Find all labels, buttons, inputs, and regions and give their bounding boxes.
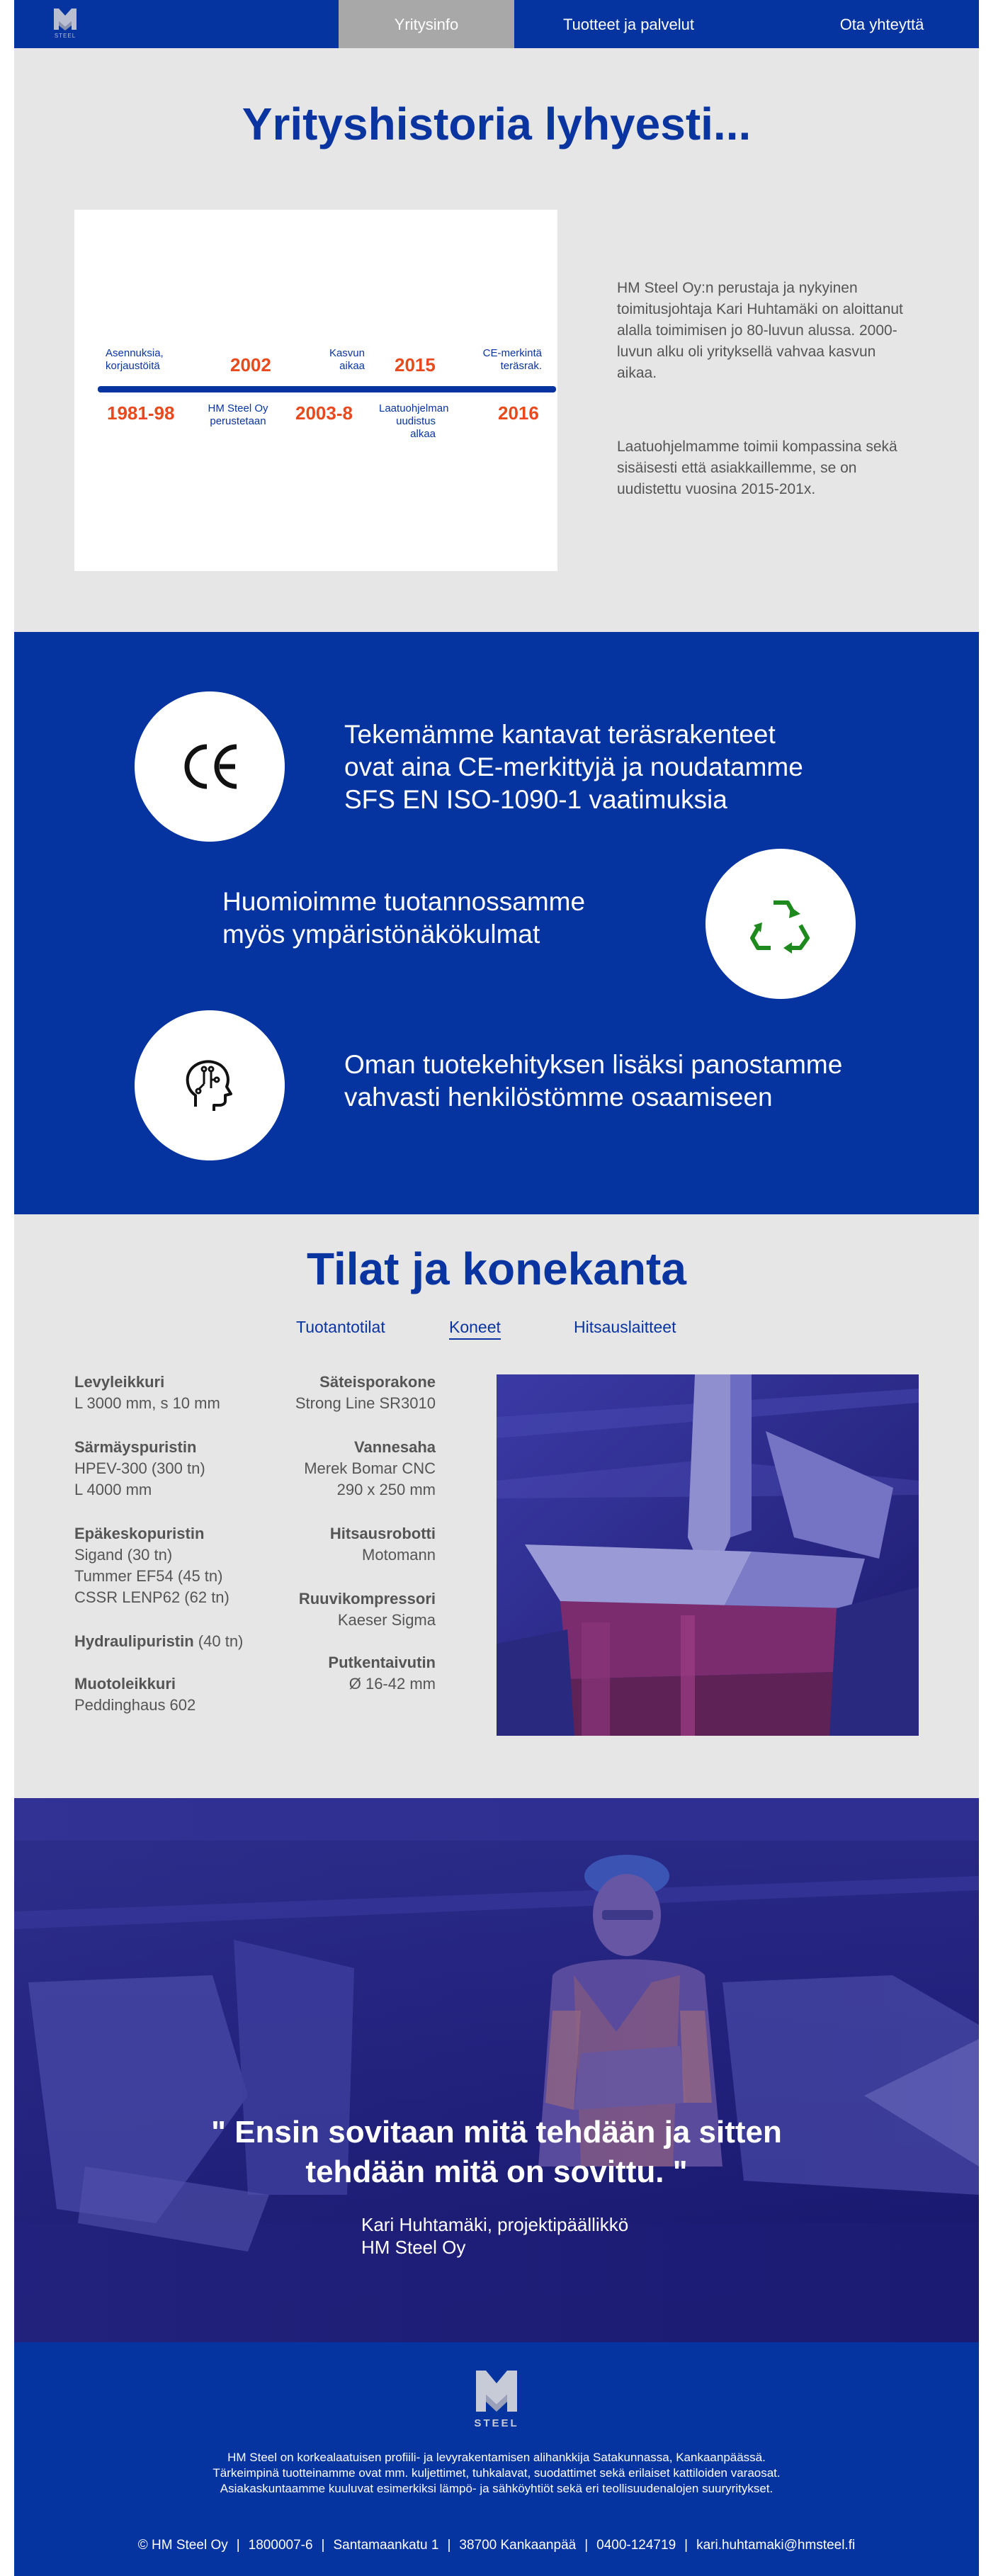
spec-muotoleikkuri (74, 1673, 196, 1716)
spec-name: Säteisporakone (319, 1373, 436, 1391)
spec-name: Vannesaha (354, 1438, 436, 1456)
ce-mark-icon-circle (135, 691, 285, 842)
logo-text: STEEL (54, 33, 76, 39)
history-paragraph-1: HM Steel Oy:n perustaja ja nykyinen toimitusjohtaja Kari Huhtamäki on aloittanut alalla toimimisen jo 80-luvun alussa. 2000-luvun alku oli yrityksellä vahvaa kasvun aikaa. (617, 280, 903, 381)
quote-line-1: " Ensin sovitaan mitä tehdään ja sitten (211, 2115, 782, 2150)
quote-author-name: Kari Huhtamäki, projektipäällikkö (361, 2214, 629, 2235)
recycle-icon-circle (706, 849, 856, 999)
spec-name: Levyleikkuri (74, 1373, 165, 1391)
footer-street: Santamaankatu 1 (333, 2538, 439, 2553)
separator: | (236, 2538, 240, 2553)
quote-text (14, 2113, 979, 2192)
history-section (14, 48, 979, 632)
spec-detail: HPEV-300 (300 tn) (74, 1459, 205, 1477)
quote-line-2: tehdään mitä on sovittu. " (305, 2154, 688, 2189)
quote-author (361, 2213, 628, 2259)
footer-business-id: 1800007-6 (248, 2538, 313, 2553)
footer-desc-line-1: HM Steel on korkealaatuisen profiili- ja levyrakentamisen alihankkija Satakunnassa, Kankaanpäässä. (227, 2451, 766, 2464)
timeline-year-2016: 2016 (498, 402, 539, 424)
spec-levyleikkuri (74, 1372, 220, 1414)
facilities-section (14, 1214, 979, 1798)
separator: | (684, 2538, 688, 2553)
nav-item-tuotteet-ja-palvelut[interactable]: Tuotteet ja palvelut (562, 16, 695, 33)
facilities-title: Tilat ja konekanta (307, 1243, 686, 1294)
spec-name: Hydraulipuristin (74, 1632, 194, 1650)
footer-email-link[interactable]: kari.huhtamaki@hmsteel.fi (696, 2538, 856, 2553)
timeline-year-1981-98: 1981-98 (107, 402, 175, 424)
worker-photo (14, 1798, 979, 2342)
values-section (14, 632, 979, 1214)
spec-hydraulipuristin (74, 1631, 243, 1652)
timeline-year-2015: 2015 (395, 354, 436, 375)
tab-koneet[interactable]: Koneet (449, 1318, 501, 1340)
brain-head-icon (174, 1050, 245, 1121)
spec-name: Särmäyspuristin (74, 1438, 197, 1456)
timeline-label-asennuksia: Asennuksia, korjaustöitä (106, 347, 164, 372)
spec-name: Muotoleikkuri (74, 1675, 176, 1693)
press-brake-photo (497, 1374, 919, 1736)
skills-text-line-2: vahvasti henkilöstömme osaamiseen (344, 1083, 773, 1112)
spec-detail: Merek Bomar CNC (304, 1459, 436, 1477)
ce-text-line-3: SFS EN ISO-1090-1 vaatimuksia (344, 785, 727, 814)
tab-tuotantotilat[interactable]: Tuotantotilat (296, 1318, 385, 1336)
timeline-label-laatuohjelman-uudistus: Laatuohjelman uudistus alkaa (379, 402, 449, 440)
environment-text-line-1: Huomioimme tuotannossamme (222, 887, 586, 916)
spec-sarmayspuristin (74, 1437, 205, 1501)
timeline-year-2002: 2002 (230, 354, 271, 375)
spec-detail: Peddinghaus 602 (74, 1696, 196, 1714)
spec-detail: (40 tn) (193, 1632, 244, 1650)
footer-logo[interactable] (472, 2368, 521, 2431)
skills-text-line-1: Oman tuotekehityksen lisäksi panostamme (344, 1050, 843, 1079)
ce-mark-icon (174, 731, 245, 802)
spec-name: Epäkeskopuristin (74, 1525, 205, 1542)
separator: | (584, 2538, 589, 2553)
history-paragraph-2: Laatuohjelmamme toimii kompassina sekä sisäisesti että asiakkaillemme, se on uudistettu vuosina 2015-201x. (617, 439, 897, 497)
ce-text-line-1: Tekemämme kantavat teräsrakenteet (344, 720, 776, 749)
spec-detail: Tummer EF54 (45 tn) (74, 1567, 223, 1585)
footer-desc-line-2: Tärkeimpinä tuotteinamme ovat mm. kuljettimet, tuhkalavat, suodattimet sekä erilaiset kattiloiden varaosat. (212, 2466, 781, 2480)
environment-text-line-2: myös ympäristönäkökulmat (222, 920, 540, 949)
spec-detail: CSSR LENP62 (62 tn) (74, 1588, 230, 1606)
spec-epakeskopuristin (74, 1523, 230, 1608)
timeline-year-2003-8: 2003-8 (295, 402, 353, 424)
spec-vannesaha (255, 1437, 436, 1501)
ce-text-line-2: ovat aina CE-merkittyjä ja noudatamme (344, 752, 803, 781)
environment-text (222, 886, 585, 951)
quote-section (14, 1798, 979, 2342)
footer-phone-link[interactable]: 0400-124719 (596, 2538, 676, 2553)
ce-text (344, 718, 803, 816)
timeline-card (74, 210, 557, 571)
spec-detail: Motomann (362, 1546, 436, 1564)
spec-detail: L 3000 mm, s 10 mm (74, 1394, 220, 1412)
footer-postal: 38700 Kankaanpää (459, 2538, 577, 2553)
footer-contact (14, 2538, 979, 2553)
spec-hitsausrobotti (255, 1523, 436, 1566)
spec-name: Hitsausrobotti (329, 1525, 436, 1542)
spec-detail: Sigand (30 tn) (74, 1546, 173, 1564)
timeline-label-kasvun-aikaa: Kasvun aikaa (329, 347, 365, 372)
footer-description (14, 2450, 979, 2497)
timeline-label-perustetaan: HM Steel Oy perustetaan (208, 402, 268, 427)
spec-ruuvikompressori (255, 1588, 436, 1631)
spec-detail: Ø 16-42 mm (348, 1675, 436, 1693)
separator: | (321, 2538, 325, 2553)
spec-name: Putkentaivutin (328, 1654, 436, 1671)
nav-item-yritysinfo[interactable]: Yritysinfo (339, 0, 514, 48)
hm-logo-icon (472, 2368, 521, 2417)
footer-logo-text: STEEL (474, 2417, 519, 2429)
recycle-icon (745, 888, 816, 959)
top-navigation (14, 0, 979, 48)
history-title: Yrityshistoria lyhyesti... (242, 98, 752, 149)
spec-detail: L 4000 mm (74, 1481, 152, 1498)
spec-detail: Strong Line SR3010 (295, 1394, 436, 1412)
skills-text (344, 1049, 842, 1114)
spec-name: Ruuvikompressori (298, 1590, 436, 1608)
footer (14, 2342, 979, 2576)
footer-copyright: © HM Steel Oy (137, 2538, 228, 2553)
tab-hitsauslaitteet[interactable]: Hitsauslaitteet (574, 1318, 676, 1336)
spec-detail: 290 x 250 mm (336, 1481, 436, 1498)
spec-sateisporakone (255, 1372, 436, 1414)
spec-putkentaivutin (255, 1652, 436, 1695)
timeline-bar (98, 386, 556, 392)
footer-desc-line-3: Asiakaskuntaamme kuuluvat esimerkiksi lämpö- ja sähköyhtiöt sekä eri teollisuudenalojen suuryritykset. (220, 2482, 774, 2495)
brain-head-icon-circle (135, 1010, 285, 1160)
nav-item-ota-yhteytta[interactable]: Ota yhteyttä (839, 16, 924, 33)
separator: | (447, 2538, 451, 2553)
hm-steel-logo[interactable] (51, 6, 79, 41)
quote-author-company: HM Steel Oy (361, 2237, 466, 2258)
spec-detail: Kaeser Sigma (337, 1611, 436, 1629)
timeline-label-ce-merkinta: CE-merkintä teräsrak. (482, 347, 542, 372)
